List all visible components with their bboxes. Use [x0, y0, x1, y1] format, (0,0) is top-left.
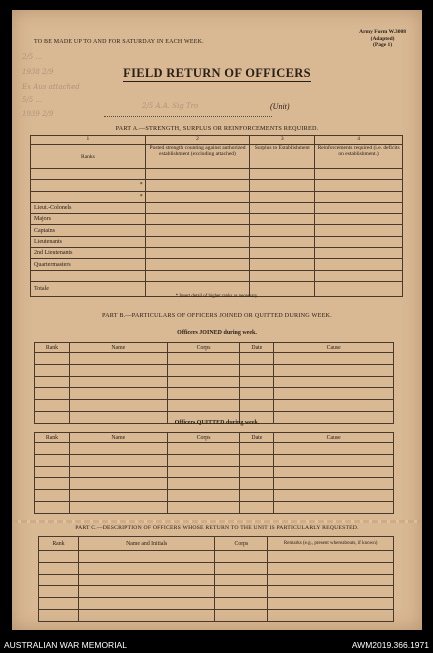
table-row: [35, 501, 394, 513]
header-ranks: Ranks: [31, 145, 146, 169]
part-a-heading: PART A.—STRENGTH, SURPLUS OR REINFORCEMENTS REQUIRED.: [115, 125, 319, 132]
handwritten-unit: 2/5 A.A. Sig Tro: [142, 102, 199, 110]
joined-table: [34, 342, 394, 424]
col-corps: Corps: [167, 343, 240, 353]
footer-accession: AWM2019.366.1971: [351, 640, 429, 650]
unit-field: [104, 109, 272, 117]
table-row: [35, 490, 394, 502]
table-row: [35, 364, 394, 376]
col-date: Date: [240, 433, 274, 443]
table-row: 2nd Lieutenants: [31, 248, 403, 259]
table-row: *: [31, 180, 403, 191]
col-number: 4: [315, 136, 403, 145]
col-corps: Corps: [167, 433, 240, 443]
col-name: Name: [69, 433, 167, 443]
table-row: [35, 466, 394, 478]
header-posted-strength: Posted strength counting against authorized establishment (excluding attached): [145, 145, 250, 169]
table-row: Lieutenants: [31, 236, 403, 247]
fold-line: [12, 520, 422, 523]
table-row: [35, 443, 394, 455]
handwritten-note: 5/5 ...: [22, 96, 43, 104]
col-number: 2: [145, 136, 250, 145]
header-instruction: TO BE MADE UP TO AND FOR SATURDAY IN EACH WEEK.: [34, 39, 204, 45]
table-row: [39, 598, 394, 610]
table-row: *: [31, 191, 403, 202]
form-number-line3: (Page 1): [373, 42, 393, 48]
table-row: [35, 353, 394, 365]
form-number-line1: Army Form W.3008: [359, 29, 406, 35]
part-c-heading: PART C.—DESCRIPTION OF OFFICERS WHOSE RETURN TO THE UNIT IS PARTICULARLY REQUESTED.: [75, 525, 359, 531]
header-surplus: Surplus to Establishment: [250, 145, 315, 169]
table-row: Captains: [31, 225, 403, 236]
col-rank: Rank: [35, 343, 70, 353]
table-row: [39, 574, 394, 586]
quitted-title: Officers QUITTED during week.: [174, 420, 260, 426]
handwritten-note: 1938 2/9: [22, 68, 54, 76]
table-row: [35, 376, 394, 388]
col-rank: Rank: [35, 433, 70, 443]
part-c-table: [38, 536, 394, 622]
joined-title: Officers JOINED during week.: [177, 330, 257, 336]
table-row: [35, 478, 394, 490]
table-row: [35, 388, 394, 400]
col-date: Date: [240, 343, 274, 353]
table-row: Totale: [31, 281, 403, 296]
col-cause: Cause: [274, 433, 394, 443]
table-row: [31, 169, 403, 180]
table-row: [39, 562, 394, 574]
table-row: [39, 609, 394, 621]
table-row: Quartermasters: [31, 259, 403, 270]
table-row: [31, 270, 403, 281]
col-rank: Rank: [39, 537, 79, 551]
table-row: [39, 586, 394, 598]
col-name: Name: [69, 343, 167, 353]
handwritten-note: 2/5 ...: [22, 53, 43, 61]
table-row: [35, 454, 394, 466]
part-a-footnote: * Insert detail of higher ranks as necessary.: [175, 294, 259, 299]
col-number: 3: [250, 136, 315, 145]
form-number-line2: (Adapted): [370, 35, 395, 42]
table-row: [35, 400, 394, 412]
part-a-table: [30, 135, 403, 297]
table-row: Lieut.-Colonels: [31, 202, 403, 213]
col-corps: Corps: [215, 537, 268, 551]
header-reinforcements: Reinforcements required (i.e. deficits on establishment.): [315, 145, 403, 169]
quitted-table: [34, 432, 394, 514]
form-number: [359, 29, 406, 49]
footer-source: AUSTRALIAN WAR MEMORIAL: [4, 640, 127, 650]
table-row: Majors: [31, 214, 403, 225]
table-row: [39, 551, 394, 563]
handwritten-note: 1939 2/9: [22, 110, 54, 118]
page-title: FIELD RETURN OF OFFICERS: [123, 66, 311, 80]
handwritten-note: Ex Aus attached: [22, 83, 80, 91]
form-page: [12, 10, 422, 630]
col-remarks: Remarks (e.g., present whereabouts, if known): [268, 537, 394, 551]
part-b-heading: PART B.—PARTICULARS OF OFFICERS JOINED OR QUITTED DURING WEEK.: [102, 312, 332, 319]
col-name-initials: Name and Initials: [78, 537, 215, 551]
col-number: 1: [31, 136, 146, 145]
col-cause: Cause: [274, 343, 394, 353]
unit-label: (Unit): [270, 102, 290, 111]
